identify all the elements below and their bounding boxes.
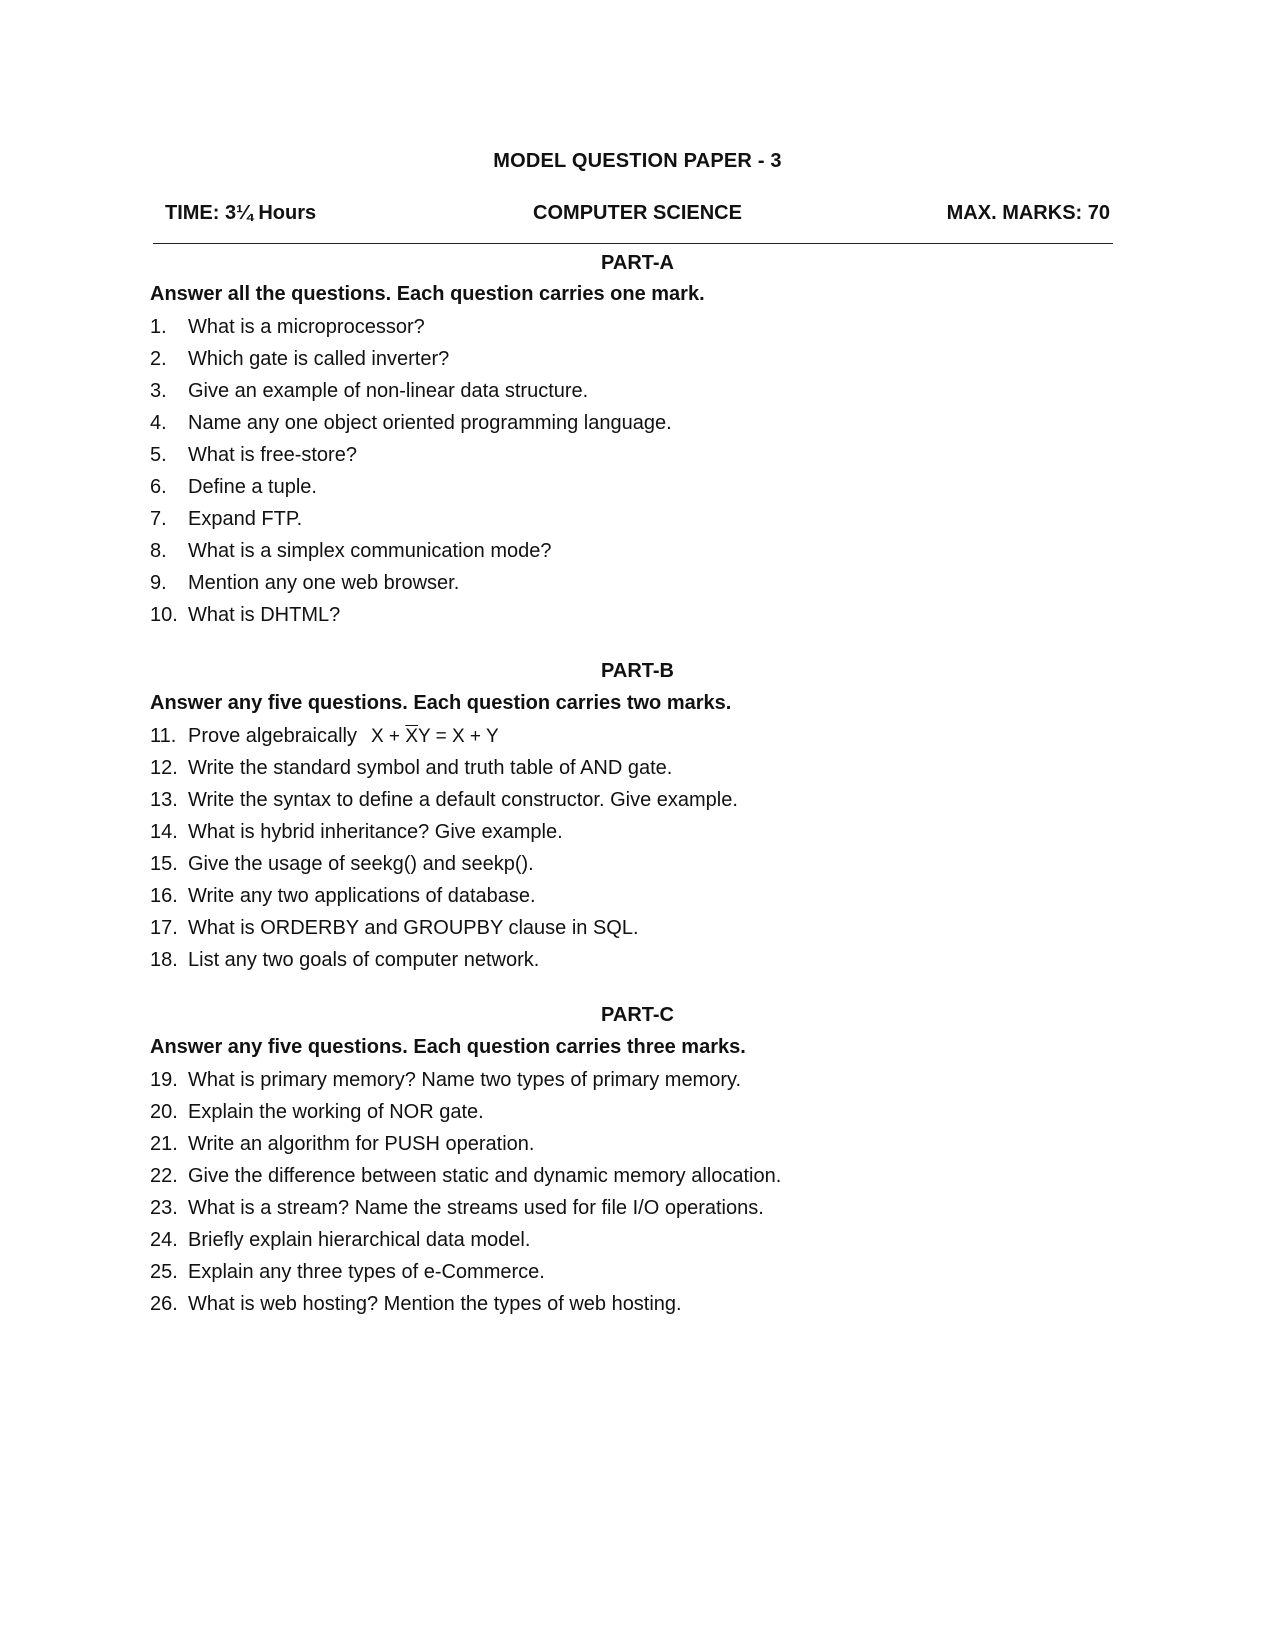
question-number: 12. [150, 757, 178, 779]
question-number: 22. [150, 1165, 178, 1187]
question-number: 10. [150, 604, 178, 626]
header-divider [153, 243, 1113, 244]
question-number: 25. [150, 1261, 178, 1283]
question-text: Give the difference between static and dynamic memory allocation. [188, 1165, 782, 1187]
question-number: 26. [150, 1293, 178, 1315]
question-text: What is primary memory? Name two types of primary memory. [188, 1069, 742, 1091]
question-text: Give the usage of seekg() and seekp(). [188, 853, 534, 875]
question-text: What is a microprocessor? [188, 316, 425, 338]
part-a-instruction: Answer all the questions. Each question carries one mark. [150, 283, 705, 305]
time-label: TIME: 3¼ Hours [165, 202, 317, 224]
question-text: Briefly explain hierarchical data model. [188, 1229, 531, 1251]
question-number: 17. [150, 917, 178, 939]
question-number: 9. [150, 572, 167, 594]
question-prompt: Prove algebraically [188, 725, 357, 747]
question-text: Write any two applications of database. [188, 885, 536, 907]
question-text: What is a stream? Name the streams used for file I/O operations. [188, 1197, 764, 1219]
question-text: Give an example of non-linear data structure. [188, 380, 589, 402]
question-text [188, 724, 499, 749]
question-number: 8. [150, 540, 167, 562]
question-number: 23. [150, 1197, 178, 1219]
question-number: 19. [150, 1069, 178, 1091]
question-number: 6. [150, 476, 167, 498]
question-text: Define a tuple. [188, 476, 317, 498]
question-text: What is a simplex communication mode? [188, 540, 552, 562]
question-text: What is DHTML? [188, 604, 341, 626]
question-text: What is hybrid inheritance? Give example. [188, 821, 563, 843]
question-text: Explain any three types of e-Commerce. [188, 1261, 545, 1283]
part-c-instruction: Answer any five questions. Each question carries three marks. [150, 1036, 746, 1058]
question-number: 5. [150, 444, 167, 466]
question-text: Write the standard symbol and truth table of AND gate. [188, 757, 673, 779]
question-text: What is free-store? [188, 444, 357, 466]
question-number: 7. [150, 508, 167, 530]
part-c-heading: PART-C [601, 1004, 674, 1026]
question-number: 16. [150, 885, 178, 907]
boolean-expression [371, 726, 499, 747]
question-text: What is web hosting? Mention the types of web hosting. [188, 1293, 682, 1315]
question-number: 2. [150, 348, 167, 370]
part-b-heading: PART-B [601, 660, 674, 682]
max-marks-label: MAX. MARKS: 70 [946, 202, 1110, 224]
question-number: 21. [150, 1133, 178, 1155]
part-a-heading: PART-A [601, 252, 674, 274]
question-number: 15. [150, 853, 178, 875]
question-text: What is ORDERBY and GROUPBY clause in SQL. [188, 917, 639, 939]
question-text: Which gate is called inverter? [188, 348, 450, 370]
paper-title: MODEL QUESTION PAPER - 3 [493, 150, 782, 172]
expression-left: X + [370, 726, 406, 747]
question-text: Expand FTP. [188, 508, 303, 530]
question-number: 24. [150, 1229, 178, 1251]
question-number: 18. [150, 949, 178, 971]
question-text: Mention any one web browser. [188, 572, 460, 594]
question-number: 4. [150, 412, 167, 434]
question-number: 3. [150, 380, 167, 402]
question-number: 20. [150, 1101, 178, 1123]
question-number: 1. [150, 316, 167, 338]
question-text: List any two goals of computer network. [188, 949, 540, 971]
part-b-instruction: Answer any five questions. Each question carries two marks. [150, 692, 732, 714]
question-number: 11. [150, 725, 177, 747]
question-text: Name any one object oriented programming language. [188, 412, 672, 434]
subject-label: COMPUTER SCIENCE [533, 202, 742, 224]
complemented-variable: $\overline{X}$ [405, 726, 418, 747]
expression-right: Y = X + Y [418, 726, 499, 747]
question-number: 13. [150, 789, 178, 811]
question-number: 14. [150, 821, 178, 843]
question-text: Write an algorithm for PUSH operation. [188, 1133, 535, 1155]
question-text: Write the syntax to define a default constructor. Give example. [188, 789, 738, 811]
question-text: Explain the working of NOR gate. [188, 1101, 484, 1123]
